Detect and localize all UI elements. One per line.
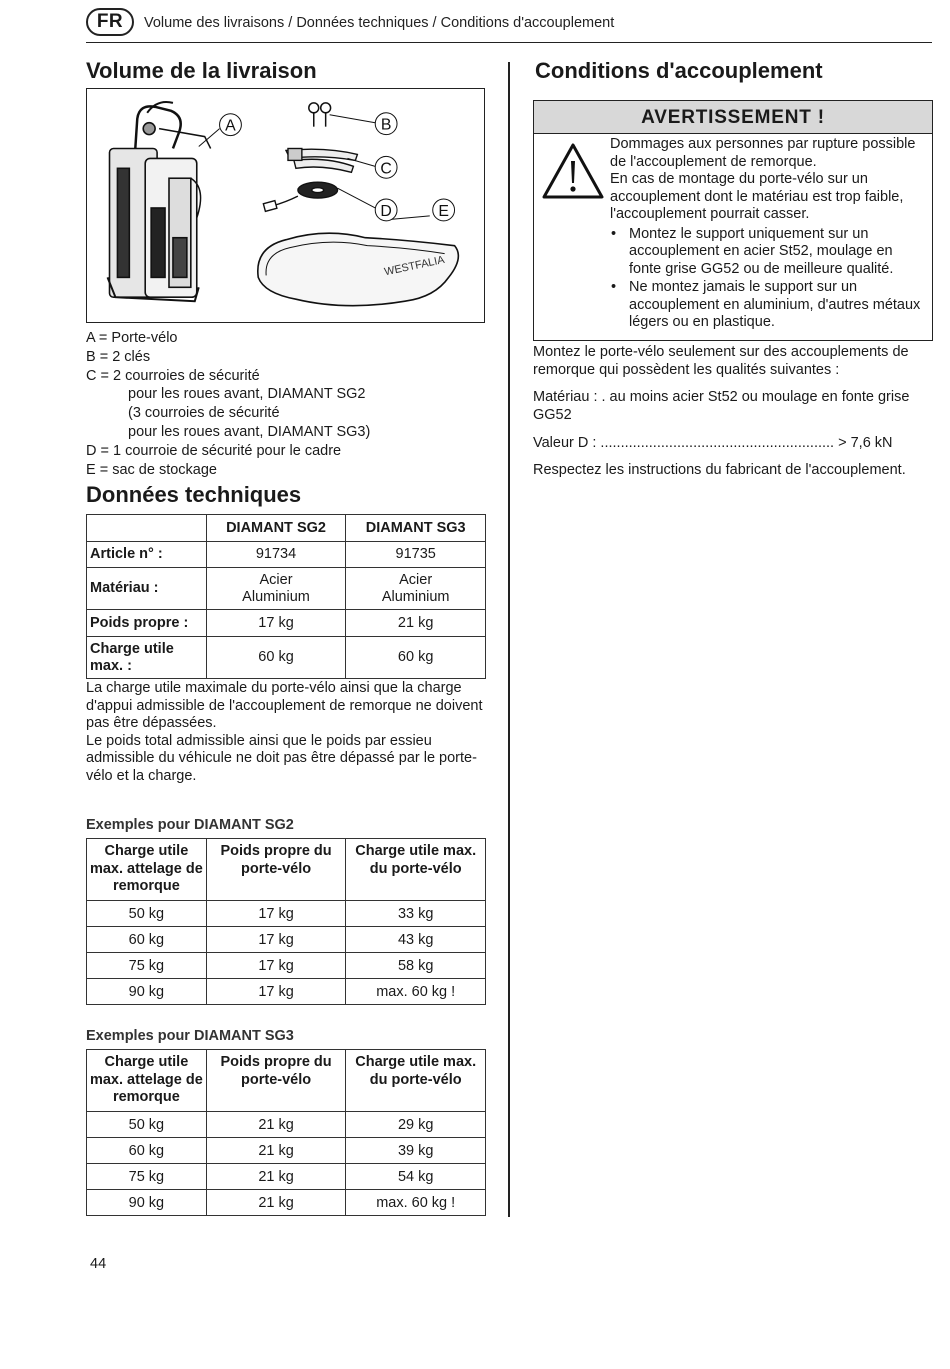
tech-cell: Acier Aluminium	[206, 568, 346, 610]
coupling-instructions: Respectez les instructions du fabricant de l'accouplement.	[533, 462, 906, 478]
frame-strap-drawing	[263, 182, 337, 211]
delivery-figure	[86, 88, 485, 323]
callout-c-label: C	[380, 160, 392, 178]
tech-row-label: Matériau :	[87, 568, 207, 610]
examples-header: Charge utile max. du porte-vélo	[346, 1050, 486, 1112]
examples-cell: 50 kg	[87, 1112, 207, 1138]
examples-header-row	[87, 839, 486, 901]
coupling-d-value: Valeur D : .......................................................... > 7,6 kN	[533, 435, 893, 451]
legend-item: A = Porte-vélo	[86, 330, 178, 346]
tech-title: Données techniques	[86, 482, 302, 507]
tech-cell: 60 kg	[346, 637, 486, 679]
warning-triangle-icon	[542, 143, 604, 199]
keys-drawing	[309, 103, 331, 127]
examples-cell: 17 kg	[206, 979, 346, 1005]
warning-paragraph: En cas de montage du porte-vélo sur un accouplement dont le matériau est trop faible, l'accouplement pourrait casser.	[610, 171, 904, 222]
examples-cell: 90 kg	[87, 1190, 207, 1216]
storage-bag-drawing	[258, 233, 459, 305]
tech-header-empty	[87, 515, 207, 542]
legend-item: (3 courroies de sécurité	[128, 405, 280, 422]
callout-e-label: E	[438, 202, 449, 220]
table-row	[87, 1164, 486, 1190]
delivery-title: Volume de la livraison	[86, 58, 317, 83]
examples-cell: 17 kg	[206, 901, 346, 927]
callout-d	[375, 199, 397, 221]
examples-cell: 29 kg	[346, 1112, 486, 1138]
callout-b-label: B	[380, 116, 392, 134]
warning-text	[610, 136, 928, 333]
warning-paragraph: Dommages aux personnes par rupture possible de l'accouplement de remorque.	[610, 136, 916, 170]
tech-notes	[86, 680, 486, 786]
examples-cell: 43 kg	[346, 927, 486, 953]
page-number: 44	[90, 1256, 107, 1272]
delivery-legend	[86, 329, 370, 479]
table-row	[87, 927, 486, 953]
svg-text:WESTFALIA: WESTFALIA	[383, 253, 446, 279]
table-row	[87, 542, 486, 568]
callout-b	[375, 113, 397, 135]
coupling-paragraph: Montez le porte-vélo seulement sur des accouplements de remorque qui possèdent les qualités suivantes :	[533, 344, 909, 378]
examples-cell: 21 kg	[206, 1190, 346, 1216]
page-header	[86, 8, 932, 43]
examples-sg2-table	[86, 838, 486, 1005]
legend-item: E = sac de stockage	[86, 461, 217, 478]
examples-header: Poids propre du porte-vélo	[206, 1050, 346, 1112]
legend-item: C = 2 courroies de sécurité	[86, 367, 260, 384]
straps-drawing	[286, 148, 357, 172]
examples-cell: 90 kg	[87, 979, 207, 1005]
bike-carrier-drawing	[108, 102, 211, 301]
examples-sg2-title: Exemples pour DIAMANT SG2	[86, 817, 294, 833]
callout-a	[220, 114, 242, 136]
tech-cell: 60 kg	[206, 637, 346, 679]
legend-item: pour les roues avant, DIAMANT SG2	[128, 386, 366, 403]
table-row	[87, 610, 486, 637]
table-row	[87, 1112, 486, 1138]
examples-cell: 50 kg	[87, 901, 207, 927]
breadcrumb: Volume des livraisons / Données techniques / Conditions d'accouplement	[144, 15, 615, 31]
examples-header: Charge utile max. attelage de remorque	[87, 1050, 207, 1112]
examples-cell: 17 kg	[206, 927, 346, 953]
examples-cell: 33 kg	[346, 901, 486, 927]
tech-cell: 91735	[346, 542, 486, 568]
column-divider	[508, 62, 510, 1217]
examples-header: Charge utile max. attelage de remorque	[87, 839, 207, 901]
coupling-material: Matériau : . au moins acier St52 ou moulage en fonte grise GG52	[533, 389, 910, 423]
examples-cell: max. 60 kg !	[346, 1190, 486, 1216]
table-row	[87, 901, 486, 927]
examples-cell: max. 60 kg !	[346, 979, 486, 1005]
tech-cell: 91734	[206, 542, 346, 568]
warning-title: AVERTISSEMENT !	[534, 101, 932, 134]
examples-sg3-title: Exemples pour DIAMANT SG3	[86, 1028, 294, 1044]
tech-header-row	[87, 515, 486, 542]
examples-cell: 58 kg	[346, 953, 486, 979]
examples-cell: 60 kg	[87, 927, 207, 953]
legend-item: B = 2 clés	[86, 348, 151, 365]
tech-row-label: Poids propre :	[87, 610, 207, 637]
examples-header: Charge utile max. du porte-vélo	[346, 839, 486, 901]
examples-cell: 17 kg	[206, 953, 346, 979]
table-row	[87, 1190, 486, 1216]
callout-d-label: D	[380, 202, 392, 220]
tech-cell: Acier Aluminium	[346, 568, 486, 610]
tech-cell: 17 kg	[206, 610, 346, 637]
callout-c	[375, 156, 397, 178]
examples-cell: 54 kg	[346, 1164, 486, 1190]
coupling-title: Conditions d'accouplement	[535, 58, 823, 83]
examples-header-row	[87, 1050, 486, 1112]
table-row	[87, 568, 486, 610]
examples-cell: 21 kg	[206, 1138, 346, 1164]
list-item: • Montez le support uniquement sur un accouplement en acier St52, moulage en fonte grise GG52 ou de meilleure qualité.	[610, 226, 928, 279]
tech-row-label: Charge utile max. :	[87, 637, 207, 679]
tech-row-label: Article n° :	[87, 542, 207, 568]
examples-cell: 75 kg	[87, 953, 207, 979]
warning-list	[610, 226, 928, 332]
examples-sg3-table	[86, 1049, 486, 1216]
tech-note-2: Le poids total admissible ainsi que le poids par essieu admissible du véhicule ne doit pas être dépassé par le porte-vélo et la charge.	[86, 732, 477, 784]
language-badge: FR	[86, 8, 134, 36]
examples-header: Poids propre du porte-vélo	[206, 839, 346, 901]
examples-cell: 21 kg	[206, 1164, 346, 1190]
table-row	[87, 637, 486, 679]
callout-a-label: A	[225, 117, 236, 135]
tech-header-sg2: DIAMANT SG2	[206, 515, 346, 542]
tech-header-sg3: DIAMANT SG3	[346, 515, 486, 542]
examples-cell: 21 kg	[206, 1112, 346, 1138]
table-row	[87, 953, 486, 979]
warning-box	[533, 100, 933, 341]
examples-cell: 75 kg	[87, 1164, 207, 1190]
table-row	[87, 1138, 486, 1164]
examples-cell: 60 kg	[87, 1138, 207, 1164]
list-item: • Ne montez jamais le support sur un accouplement en aluminium, d'autres métaux légers ou en plastique.	[610, 279, 928, 332]
tech-cell: 21 kg	[346, 610, 486, 637]
callout-e	[433, 199, 455, 221]
legend-item: D = 1 courroie de sécurité pour le cadre	[86, 442, 342, 459]
delivery-illustration	[87, 89, 484, 322]
tech-note-1: La charge utile maximale du porte-vélo ainsi que la charge d'appui admissible de l'accouplement de remorque ne doivent pas être dépassées.	[86, 680, 483, 732]
table-row	[87, 979, 486, 1005]
legend-item: pour les roues avant, DIAMANT SG3)	[128, 423, 371, 440]
tech-table	[86, 514, 486, 679]
examples-cell: 39 kg	[346, 1138, 486, 1164]
